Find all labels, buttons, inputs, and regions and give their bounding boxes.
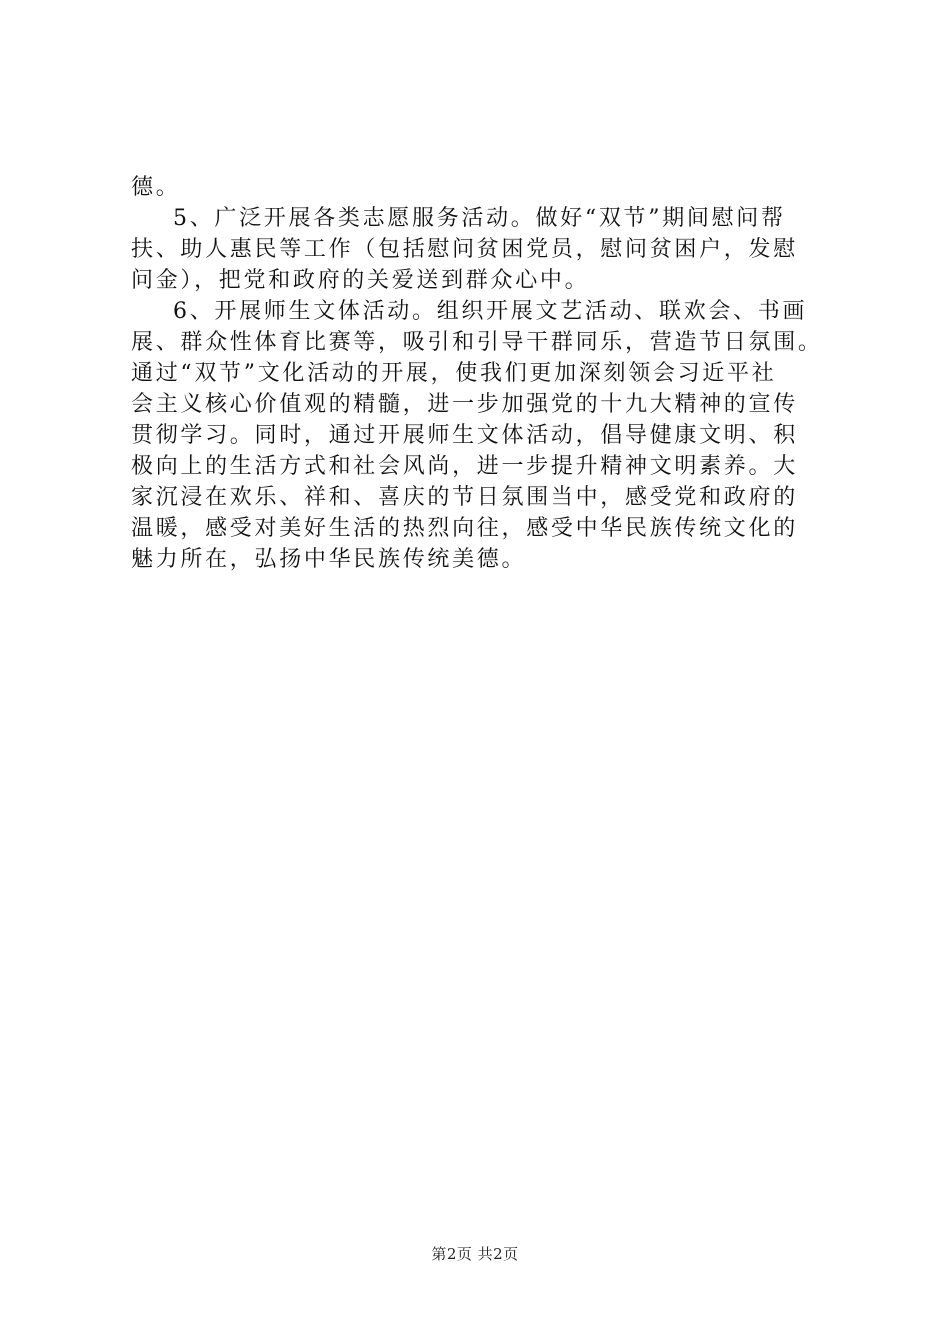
text-line: 极向上的生活方式和社会风尚，进一步提升精神文明素养。大 xyxy=(131,454,798,479)
body-text xyxy=(131,172,831,575)
text-line: 贯彻学习。同时，通过开展师生文体活动，倡导健康文明、积 xyxy=(131,423,798,448)
text-line: 通过“双节”文化活动的开展，使我们更加深刻领会习近平社 xyxy=(131,361,777,386)
text-line: 6、开展师生文体活动。组织开展文艺活动、联欢会、书画 xyxy=(173,299,808,324)
page-number-footer: 第2页 共2页 xyxy=(431,1245,519,1263)
text-line: 魅力所在，弘扬中华民族传统美德。 xyxy=(131,547,527,572)
text-line: 温暖，感受对美好生活的热烈向往，感受中华民族传统文化的 xyxy=(131,516,798,541)
text-line: 扶、助人惠民等工作（包括慰问贫困党员，慰问贫困户，发慰 xyxy=(131,237,798,262)
text-line: 德。 xyxy=(131,175,181,200)
text-line: 问金），把党和政府的关爱送到群众心中。 xyxy=(131,268,590,293)
text-line: 会主义核心价值观的精髓，进一步加强党的十九大精神的宣传 xyxy=(131,392,798,417)
text-line: 展、群众性体育比赛等，吸引和引导干群同乐，营造节日氛围。 xyxy=(131,330,823,355)
text-line: 家沉浸在欢乐、祥和、喜庆的节日氛围当中，感受党和政府的 xyxy=(131,485,798,510)
text-line: 5、广泛开展各类志愿服务活动。做好“双节”期间慰问帮 xyxy=(173,206,786,231)
